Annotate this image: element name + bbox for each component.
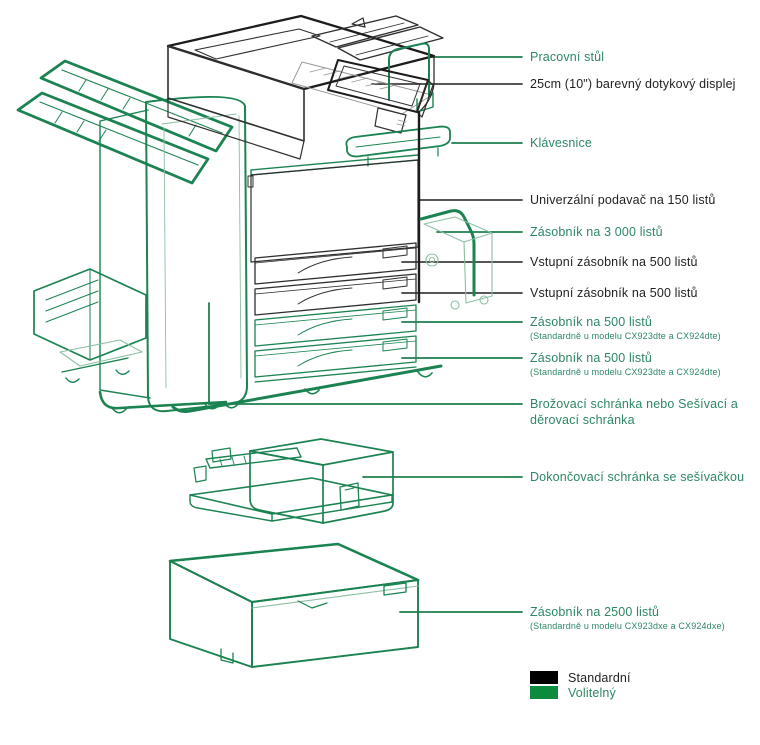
label-input-tray-1: Vstupní zásobník na 500 listů xyxy=(530,255,698,269)
optional-trays xyxy=(173,305,441,412)
adf-scanner xyxy=(168,16,443,159)
legend-label-optional: Volitelný xyxy=(568,685,616,700)
legend-swatch-optional xyxy=(530,686,558,699)
label-tray-500-b: Zásobník na 500 listů (Standardně u modelu CX923dte a CX924dte) xyxy=(530,351,721,377)
label-tray-500-a: Zásobník na 500 listů (Standardně u modelu CX923dte a CX924dte) xyxy=(530,315,721,341)
legend-row-optional xyxy=(530,685,631,700)
label-tray-3000: Zásobník na 3 000 listů xyxy=(530,225,663,239)
label-input-tray-2: Vstupní zásobník na 500 listů xyxy=(530,286,698,300)
label-staple-finisher: Dokončovací schránka se sešívačkou xyxy=(530,470,745,484)
legend-label-standard: Standardní xyxy=(568,670,631,685)
label-cabinet-2500: Zásobník na 2500 listů (Standardně u modelu CX923dxe a CX924dxe) xyxy=(530,605,725,631)
high-capacity-tray-3000 xyxy=(421,211,492,309)
legend xyxy=(530,670,631,700)
label-booklet-finisher: Brožovací schránka nebo Sešívací a děrovací schránka xyxy=(530,397,738,427)
legend-swatch-standard xyxy=(530,671,558,684)
legend-row-standard xyxy=(530,670,631,685)
staple-finisher xyxy=(190,439,393,523)
booklet-finisher xyxy=(18,61,247,413)
touchscreen-panel xyxy=(328,60,433,133)
leader-lines xyxy=(209,57,522,612)
label-keyboard: Klávesnice xyxy=(530,136,592,150)
cabinet-tray-2500 xyxy=(170,544,418,667)
leader-booklet-finisher xyxy=(209,303,522,404)
label-mp-feeder: Univerzální podavač na 150 listů xyxy=(530,193,716,207)
input-trays-standard xyxy=(255,243,416,315)
label-work-table: Pracovní stůl xyxy=(530,50,605,64)
label-touchscreen: 25cm (10") barevný dotykový displej xyxy=(530,77,736,91)
main-body xyxy=(248,112,419,302)
